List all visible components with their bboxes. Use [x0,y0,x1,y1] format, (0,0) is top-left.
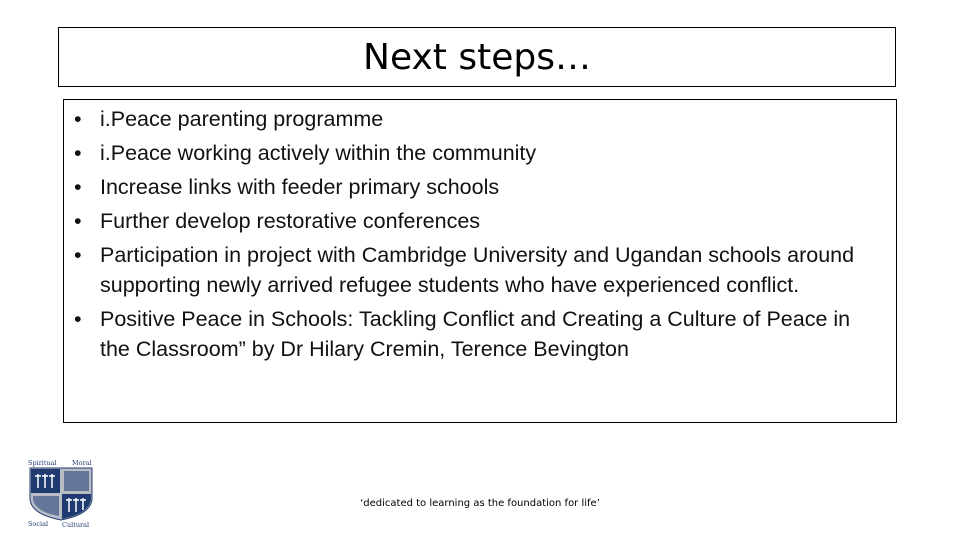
bullet-text: Positive Peace in Schools: Tackling Conflict and Creating a Culture of Peace in the Classroom” by Dr Hilary Cremin, Terence Bevington [100,307,851,361]
svg-text:Spiritual: Spiritual [28,459,57,467]
list-item [74,172,876,202]
slide-title: Next steps… [363,37,591,78]
footer-motto: ‘dedicated to learning as the foundation for life’ [360,498,600,509]
svg-text:Moral: Moral [72,459,92,467]
bullet-icon: • [74,141,82,165]
bullet-text: Participation in project with Cambridge University and Ugandan schools around supporting newly arrived refugee students who have experienced conflict. [100,243,855,297]
bullet-icon: • [74,209,82,233]
bullet-text: Further develop restorative conferences [100,209,481,233]
content-box [63,99,897,423]
svg-text:Cultural: Cultural [62,521,90,528]
bullet-text: Increase links with feeder primary schools [100,175,500,199]
list-item [74,104,876,134]
bullet-icon: • [74,175,82,199]
bullet-icon: • [74,243,82,267]
bullet-icon: • [74,107,82,131]
svg-text:Social: Social [28,520,49,528]
list-item [74,206,876,236]
title-box [58,27,896,87]
list-item [74,138,876,168]
bullet-text: i.Peace working actively within the community [100,141,537,165]
list-item [74,240,876,300]
bullet-icon: • [74,307,82,331]
bullet-list [74,104,876,368]
school-crest-logo [26,458,96,528]
list-item [74,304,876,364]
bullet-text: i.Peace parenting programme [100,107,384,131]
